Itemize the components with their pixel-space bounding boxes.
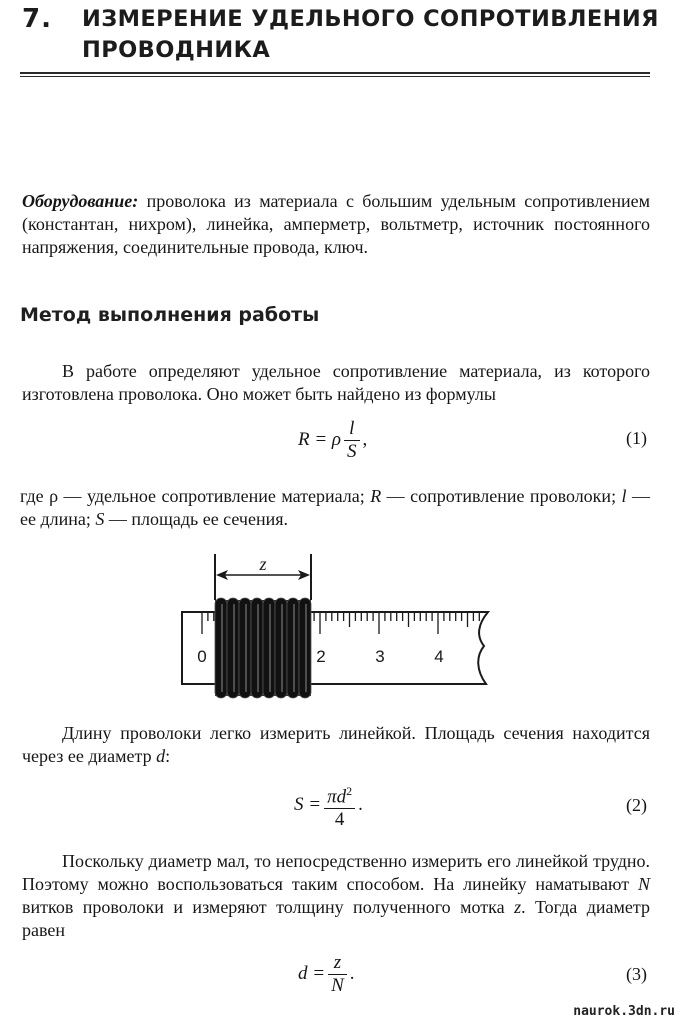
diameter-paragraph: Поскольку диаметр мал, то непосредственно измерить его линейкой трудно. Поэтому можно воспользоваться таким способом. На линейку наматывают N витков проволоки и измеряют толщину полученного мотка z. Тогда диаметр равен (22, 851, 650, 940)
equation-number-1: (1) (626, 428, 647, 448)
formula-2: S = $\frac{\pi d^2}{4}$ . (294, 780, 363, 831)
watermark: naurok.3dn.ru (573, 1004, 675, 1019)
coil-turn (251, 598, 263, 698)
equipment-label: Оборудование: (22, 191, 139, 211)
area-paragraph: Длину проволоки легко измерить линейкой. Площадь сечения находится через ее диаметр d: (22, 723, 650, 766)
tick-label-3: 3 (375, 647, 385, 666)
formula-3: d = $\frac{z}{N}$ . (298, 952, 355, 996)
tick-label-4: 4 (434, 647, 444, 666)
section-title: Метод выполнения работы (20, 304, 320, 326)
coil-turn (275, 598, 287, 698)
coil-turn (287, 598, 299, 698)
equation-number-2: (2) (626, 795, 647, 815)
coil-turn (215, 598, 227, 698)
coil-turn (299, 598, 311, 698)
coil-turn (263, 598, 275, 698)
length-label: z (259, 554, 267, 574)
coil-turn (227, 598, 239, 698)
chapter-number: 7. (22, 4, 52, 34)
chapter-title-line-1: ИЗМЕРЕНИЕ УДЕЛЬНОГО СОПРОТИВЛЕНИЯ (82, 6, 659, 32)
formula-1: R = ρ $\frac{l}{S}$ , (298, 418, 368, 462)
equipment-text: проволока из материала с большим удельным сопротивлением (константан, нихром), линейка, амперметр, вольтметр, источник постоянного напряжения, соединительные провода, ключ. (22, 191, 650, 257)
chapter-title-line-2: ПРОВОДНИКА (82, 37, 271, 63)
equipment-paragraph (22, 190, 650, 259)
title-rule-top (20, 72, 650, 74)
coil-on-ruler-figure (170, 548, 500, 703)
intro-paragraph: В работе определяют удельное сопротивление материала, из которого изготовлена проволока. Оно может быть найдено из формулы (22, 361, 650, 404)
tick-label-0: 0 (197, 647, 207, 666)
coil-turn (239, 598, 251, 698)
wire-coil (215, 598, 311, 698)
title-rule-bottom (20, 76, 650, 77)
chapter-title (82, 4, 659, 66)
tick-label-2: 2 (316, 647, 326, 666)
variables-paragraph: где ρ — удельное сопротивление материала; R — сопротивление проволоки; l — ее длина; S — площадь ее сечения. (20, 486, 651, 529)
equation-number-3: (3) (626, 964, 647, 984)
